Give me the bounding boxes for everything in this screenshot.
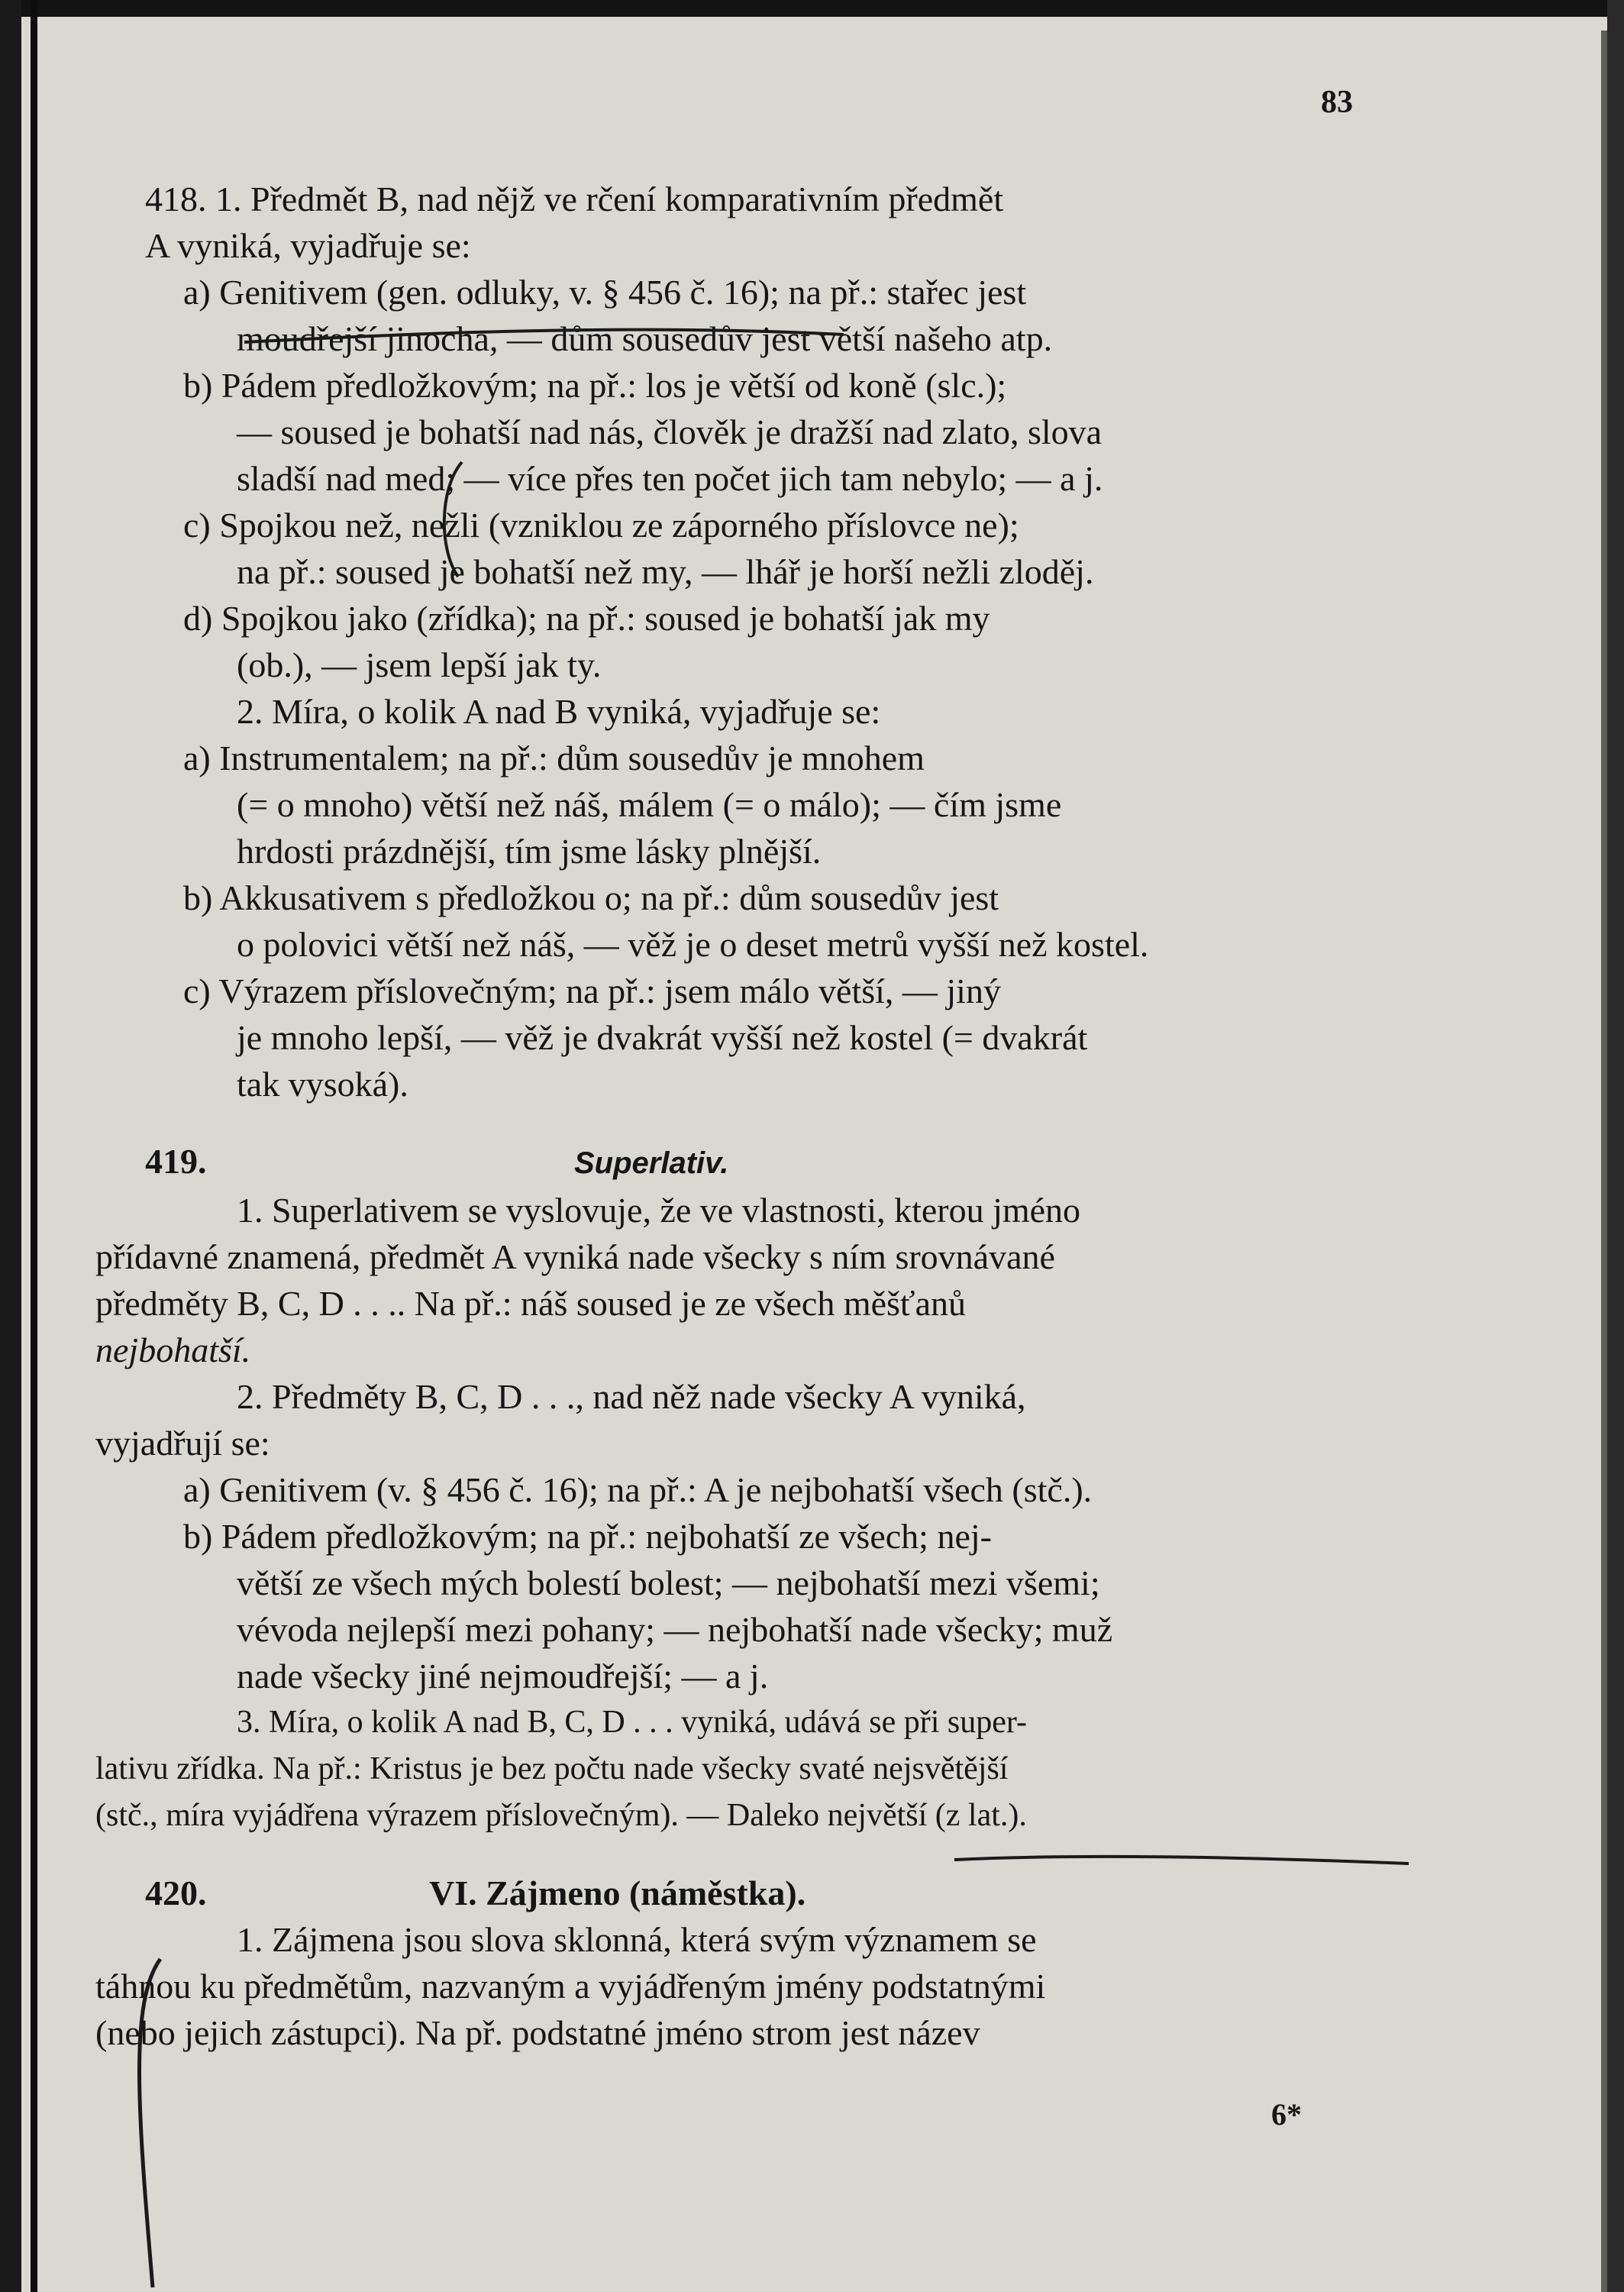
text-line: vyjadřují se: (95, 1424, 270, 1463)
text-line: (nebo jejich zástupci). Na př. podstatné jméno strom jest název (95, 2013, 980, 2052)
scan-border-right (1607, 0, 1624, 2292)
text-line: nejbohatší. (95, 1330, 251, 1369)
text-line: b) Pádem předložkovým; na př.: nejbohatší ze všech; nej- (183, 1517, 992, 1556)
text-line: tak vysoká). (237, 1065, 408, 1104)
scan-binding-line (31, 0, 37, 2292)
handwritten-bracket (435, 458, 466, 580)
handwritten-underline (951, 1841, 1416, 1871)
scan-border-left (0, 0, 21, 2292)
text-line: 1. Zájmena jsou slova sklonná, která svým významem se (237, 1920, 1037, 1959)
section-heading (145, 1138, 1367, 1187)
page-body (95, 84, 1367, 2056)
section-heading (145, 1870, 1367, 1916)
text-line: d) Spojkou jako (zřídka); na př.: soused je bohatší jak my (183, 599, 990, 638)
page-number: 83 (1321, 85, 1353, 120)
text-line: na př.: soused je bohatší než my, — lhář je horší nežli zloděj. (237, 552, 1094, 591)
section-number: 419. (145, 1142, 207, 1181)
text-line: sladší nad med; — více přes ten počet jich tam nebylo; — a j. (237, 459, 1103, 498)
handwritten-margin-line (122, 1955, 176, 2291)
text-line: A vyniká, vyjadřuje se: (145, 226, 471, 265)
scan-border-right-inner (1601, 31, 1607, 2292)
text-line: moudřejší jinocha, — dům sousedův jest větší našeho atp. (237, 319, 1053, 358)
text-line: nade všecky jiné nejmoudřejší; — a j. (237, 1657, 769, 1696)
text-line: hrdosti prázdnější, tím jsme lásky plnější. (237, 832, 822, 871)
section-418 (145, 176, 1367, 1107)
section-419 (95, 1138, 1367, 1839)
text-line: b) Pádem předložkovým; na př.: los je větší od koně (slc.); (183, 366, 1007, 405)
text-line: b) Akkusativem s předložkou o; na př.: dům sousedův jest (183, 878, 999, 917)
section-title: Superlativ. (574, 1146, 729, 1180)
text-line: předměty B, C, D . . .. Na př.: náš soused je ze všech měšťanů (95, 1284, 967, 1323)
handwritten-underline (241, 319, 851, 350)
scan-border-top (0, 0, 1624, 17)
text-line: o polovici větší než náš, — věž je o deset metrů vyšší než kostel. (237, 925, 1149, 964)
text-line: 2. Předměty B, C, D . . ., nad něž nade všecky A vyniká, (237, 1377, 1026, 1416)
text-line: a) Genitivem (v. § 456 č. 16); na př.: A je nejbohatší všech (stč.). (183, 1470, 1093, 1509)
printer-signature: 6* (1271, 2097, 1302, 2132)
text-line: 418. 1. Předmět B, nad nějž ve rčení komparativním předmět (145, 179, 1004, 218)
text-line: a) Instrumentalem; na př.: dům sousedův je mnohem (183, 739, 925, 777)
text-line: přídavné znamená, předmět A vyniká nade všecky s ním srovnávané (95, 1237, 1055, 1276)
text-line: (ob.), — jsem lepší jak ty. (237, 645, 602, 684)
text-line: a) Genitivem (gen. odluky, v. § 456 č. 16); na př.: stařec jest (183, 273, 1027, 312)
text-line: větší ze všech mých bolestí bolest; — nejbohatší mezi všemi; (237, 1563, 1100, 1602)
text-line: c) Spojkou než, nežli (vzniklou ze záporného příslovce ne); (183, 506, 1019, 545)
text-line: (stč., míra vyjádřena výrazem příslovečným). — Daleko největší (z lat.). (95, 1798, 1027, 1833)
text-line: c) Výrazem příslovečným; na př.: jsem málo větší, — jiný (183, 971, 1001, 1010)
text-line: je mnoho lepší, — věž je dvakrát vyšší než kostel (= dvakrát (237, 1018, 1088, 1057)
text-line: (= o mnoho) větší než náš, málem (= o málo); — čím jsme (237, 785, 1062, 824)
section-number: 420. (145, 1873, 207, 1912)
text-line: táhnou ku předmětům, nazvaným a vyjádřeným jmény podstatnými (95, 1967, 1046, 2006)
text-line: 1. Superlativem se vyslovuje, že ve vlastnosti, kterou jméno (237, 1191, 1081, 1230)
text-line: 2. Míra, o kolik A nad B vyniká, vyjadřuje se: (237, 692, 881, 731)
text-line: 3. Míra, o kolik A nad B, C, D . . . vyniká, udává se při super- (237, 1705, 1028, 1740)
text-line: lativu zřídka. Na př.: Kristus je bez počtu nade všecky svaté nejsvětější (95, 1751, 1009, 1786)
text-line: vévoda nejlepší mezi pohany; — nejbohatší nade všecky; muž (237, 1610, 1113, 1649)
section-420 (95, 1870, 1367, 2056)
text-line: — soused je bohatší nad nás, člověk je dražší nad zlato, slova (237, 412, 1103, 451)
section-title: VI. Zájmeno (náměstka). (429, 1873, 806, 1912)
